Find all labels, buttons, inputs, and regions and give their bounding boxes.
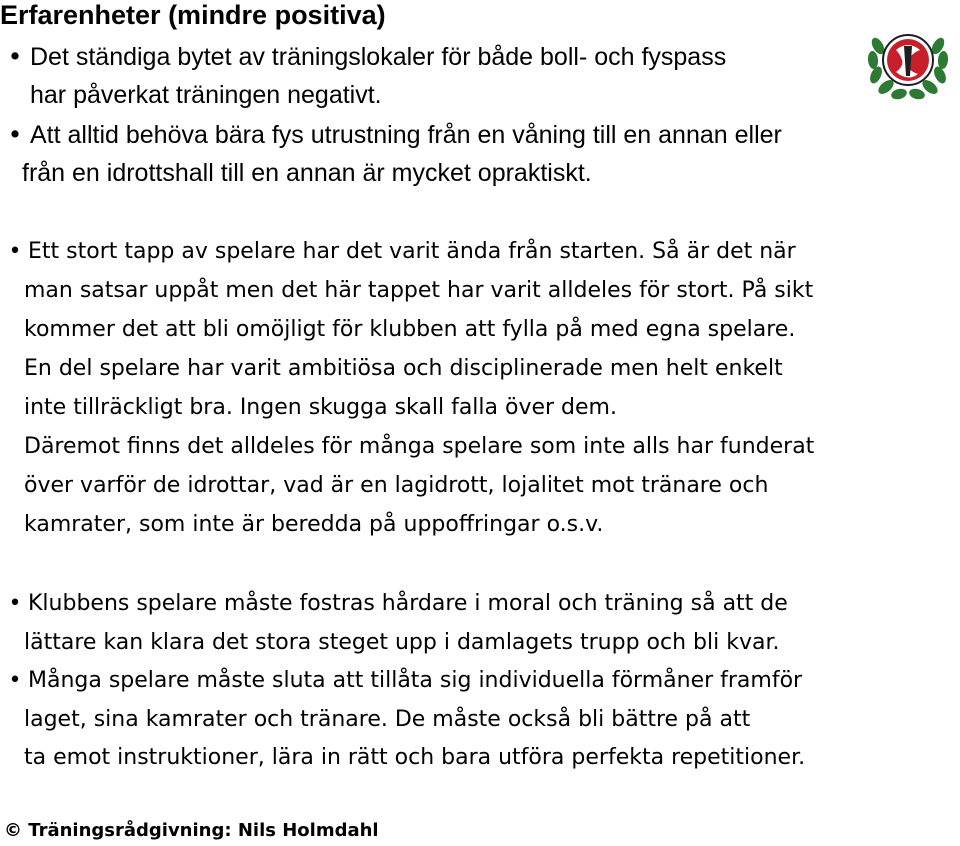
bullet-marker: • [8,239,22,264]
bullet-line: Att alltid behöva bära fys utrustning från en våning till en annan eller [30,121,782,149]
club-crest-icon [866,24,950,100]
bullet-line: från en idrottshall till en annan är mycket opraktiskt. [22,159,592,187]
bullet-line: kamrater, som inte är beredda på uppoffringar o.s.v. [24,512,604,537]
bullet-line: Många spelare måste sluta att tillåta sig individuella förmåner framför [28,668,803,693]
bullet-line: lättare kan klara det stora steget upp i damlagets trupp och bli kvar. [24,629,780,655]
copyright-footer: © Träningsrådgivning: Nils Holmdahl [4,820,379,841]
bullet-line: Däremot finns det alldeles för många spelare som inte alls har funderat [24,434,815,459]
slide-title: Erfarenheter (mindre positiva) [0,0,386,30]
bullet-marker: • [7,120,23,149]
bullet-line: ta emot instruktioner, lära in rätt och bara utföra perfekta repetitioner. [24,745,806,770]
bullet-item [4,232,814,544]
bullet-line: man satsar uppåt men det här tappet har varit alldeles för stort. På sikt [24,278,814,303]
bullet-item [4,585,788,662]
bullet-item [4,662,805,778]
bullet-item [4,38,726,114]
bullet-line: Klubbens spelare måste fostras hårdare i moral och träning så att de [28,591,788,616]
bullet-line: Ett stort tapp av spelare har det varit ända från starten. Så är det när [28,239,796,264]
bullet-line: En del spelare har varit ambitiösa och disciplinerade men helt enkelt [24,356,783,381]
bullet-line: över varför de idrottar, vad är en lagidrott, lojalitet mot tränare och [24,473,769,498]
bullet-line: Det ständiga bytet av träningslokaler för både boll- och fyspass [30,43,727,71]
bullet-line: kommer det att bli omöjligt för klubben att fylla på med egna spelare. [24,317,796,342]
bullet-item [4,116,782,192]
bullet-marker: • [8,668,22,693]
bullet-marker: • [8,591,22,616]
bullet-line: har påverkat träningen negativt. [30,81,382,109]
bullet-line: laget, sina kamrater och tränare. De måste också bli bättre på att [24,706,751,732]
bullet-line: inte tillräckligt bra. Ingen skugga skall falla över dem. [24,395,617,420]
bullet-marker: • [7,42,23,71]
